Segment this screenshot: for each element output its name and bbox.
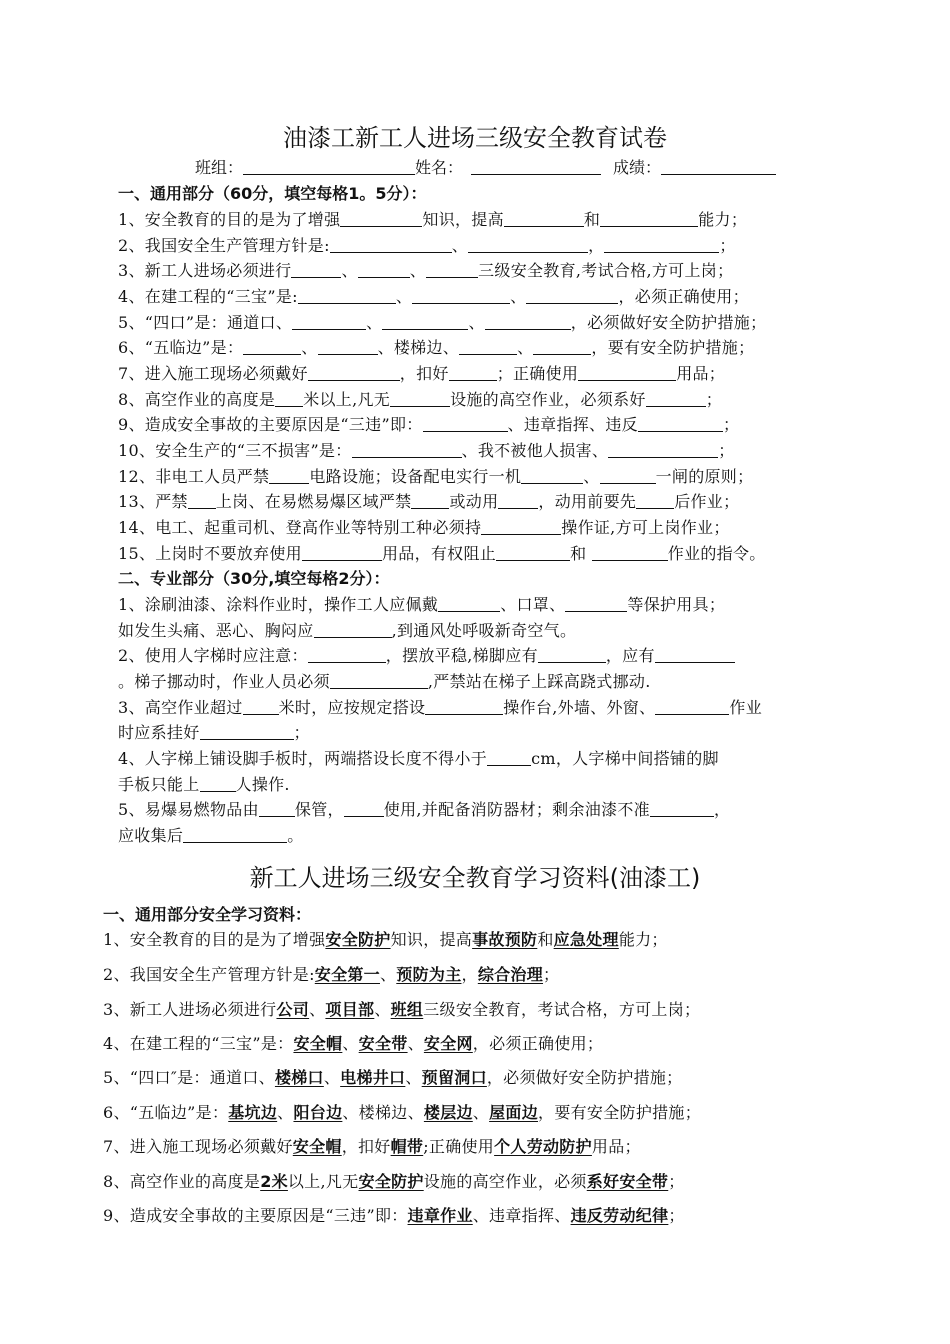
question-text: ,严禁站在梯子上踩高跷式挪动. (427, 672, 651, 691)
name-label: 姓名： (415, 158, 464, 177)
study-text: 1、安全教育的目的是为了增强 (103, 930, 326, 949)
answer-blank[interactable] (533, 340, 591, 355)
answer-text: 基坑边 (228, 1103, 278, 1122)
study-line (103, 1134, 641, 1157)
question-text: 8、高空作业的高度是 (118, 390, 276, 409)
question-text: 3、新工人进场必须进行 (118, 261, 292, 280)
answer-blank[interactable] (608, 443, 718, 458)
study-text: 、 (379, 965, 397, 984)
question-text: 用品； (676, 364, 726, 383)
study-text: 6、“五临边”是： (103, 1103, 229, 1122)
question-text: 人操作. (235, 775, 290, 794)
question-text: 能力； (698, 210, 748, 229)
answer-text: 安全第一 (314, 965, 380, 984)
question-text: 15、上岗时不要放弃使用 (118, 544, 302, 563)
answer-text: 2米 (260, 1172, 288, 1191)
question-text: 应收集后 (118, 826, 184, 845)
name-blank[interactable] (471, 160, 601, 175)
study-section-heading: 一、通用部分安全学习资料： (103, 905, 312, 924)
question-line (118, 695, 762, 718)
question-text: 3、高空作业超过 (118, 698, 243, 717)
question-text: ，要有安全防护措施； (591, 338, 755, 357)
study-text: 、违章指挥、 (472, 1206, 571, 1225)
question-line (118, 823, 304, 846)
question-line (118, 207, 747, 230)
answer-blank[interactable] (485, 315, 571, 330)
answer-blank[interactable] (638, 417, 723, 432)
study-line (103, 1169, 685, 1192)
question-text: 使用,并配备消防器材；剩余油漆不准 (383, 800, 650, 819)
study-line (103, 1065, 682, 1088)
answer-text: 公司 (276, 1000, 310, 1019)
question-line (118, 541, 766, 564)
study-line (103, 962, 559, 985)
answer-blank[interactable] (504, 212, 584, 227)
question-line (118, 361, 725, 384)
exam-header (195, 155, 776, 178)
answer-blank[interactable] (449, 366, 497, 381)
answer-blank[interactable] (200, 777, 236, 792)
question-text: 等保护用具； (627, 595, 726, 614)
answer-text: 个人劳动防护 (494, 1137, 592, 1156)
question-text: 米以上,凡无 (303, 390, 391, 409)
question-text: 用品，有权阻止 (381, 544, 497, 563)
study-text: 设施的高空作业，必须 (423, 1172, 587, 1191)
study-text: 、楼梯边、 (342, 1103, 424, 1122)
answer-blank[interactable] (426, 263, 478, 278)
study-text: 2、我国安全生产管理方针是: (103, 965, 315, 984)
study-text: 、 (374, 1000, 391, 1019)
question-line (118, 720, 310, 743)
question-text: ， (588, 236, 605, 255)
question-text: 5、“四口”是：通道口、 (118, 313, 293, 332)
answer-blank[interactable] (302, 546, 382, 561)
study-line (103, 927, 668, 950)
exam-title: 油漆工新工人进场三级安全教育试卷 (283, 124, 667, 152)
question-text: 手板只能上 (118, 775, 200, 794)
answer-blank[interactable] (183, 828, 287, 843)
question-text: 设施的高空作业，必须系好 (450, 390, 646, 409)
study-text: 知识，提高 (390, 930, 473, 949)
study-text: 以上,凡无 (287, 1172, 359, 1191)
question-text: ， (713, 800, 731, 819)
answer-blank[interactable] (650, 802, 714, 817)
answer-blank[interactable] (340, 212, 422, 227)
answer-blank[interactable] (292, 315, 366, 330)
study-text: 三级安全教育，考试合格，方可上岗； (423, 1000, 701, 1019)
question-line (118, 489, 739, 512)
question-text: ； (722, 415, 740, 434)
question-line (118, 284, 749, 307)
question-line (118, 618, 576, 641)
answer-text: 综合治理 (477, 965, 544, 984)
question-text: 2、我国安全生产管理方针是: (118, 236, 330, 255)
question-text: 、 (583, 467, 600, 486)
answer-blank[interactable] (308, 648, 386, 663)
answer-blank[interactable] (390, 392, 450, 407)
question-text: 时应系挂好 (118, 723, 200, 742)
answer-text: 帽带 (390, 1137, 424, 1156)
question-text: 、 (517, 338, 534, 357)
question-line (118, 412, 739, 435)
study-text: 、 (277, 1103, 294, 1122)
study-line (103, 997, 700, 1020)
answer-blank[interactable] (318, 340, 378, 355)
question-text: 保管， (294, 800, 344, 819)
question-text: 知识，提高 (422, 210, 504, 229)
question-text: 、 (409, 261, 427, 280)
answer-blank[interactable] (498, 494, 538, 509)
question-text: ,到通风处呼吸新奇空气。 (391, 621, 577, 640)
answer-blank[interactable] (521, 469, 583, 484)
answer-blank[interactable] (425, 700, 503, 715)
answer-blank[interactable] (314, 623, 392, 638)
answer-blank[interactable] (298, 289, 396, 304)
question-text: 、我不被他人损害、 (461, 441, 609, 460)
question-line (118, 258, 733, 281)
question-text: 电路设施；设备配电实行一机 (309, 467, 522, 486)
question-text: ； (719, 236, 736, 255)
answer-blank[interactable] (188, 494, 216, 509)
question-text: 、 (468, 313, 485, 332)
answer-blank[interactable] (655, 700, 729, 715)
study-text: 、 (309, 1000, 326, 1019)
question-text: ； (705, 390, 722, 409)
question-text: 10、安全生产的“三不损害”是： (118, 441, 352, 460)
study-title: 新工人进场三级安全教育学习资料(油漆工) (249, 864, 701, 892)
study-line (103, 1203, 685, 1226)
question-line (118, 669, 651, 692)
question-text: ，必须正确使用； (618, 287, 749, 306)
question-line (118, 643, 735, 666)
question-text: 或动用 (449, 492, 499, 511)
question-text: 操作台,外墙、外窗、 (503, 698, 656, 717)
answer-text: 安全帽 (293, 1034, 343, 1053)
answer-blank[interactable] (600, 469, 656, 484)
answer-text: 安全防护 (358, 1172, 424, 1191)
study-text: 用品； (591, 1137, 641, 1156)
question-text: ； (293, 723, 310, 742)
answer-blank[interactable] (604, 238, 719, 253)
answer-blank[interactable] (496, 546, 570, 561)
question-text: 和 (583, 210, 601, 229)
answer-blank[interactable] (259, 802, 295, 817)
answer-text: 事故预防 (472, 930, 538, 949)
question-text: ，必须做好安全防护措施； (570, 313, 767, 332)
answer-blank[interactable] (358, 263, 410, 278)
study-text: 、 (405, 1068, 422, 1087)
answer-text: 阳台边 (293, 1103, 343, 1122)
question-text: 后作业； (674, 492, 740, 511)
answer-blank[interactable] (538, 648, 606, 663)
study-text: ，要有安全防护措施； (538, 1103, 702, 1122)
study-text: ，必须做好安全防护措施； (486, 1068, 683, 1087)
question-text: cm，人字梯中间搭铺的脚 (531, 749, 719, 768)
study-text: 5、“四口″是：通道口、 (103, 1068, 275, 1087)
answer-text: 违章作业 (407, 1206, 473, 1225)
question-text: 如发生头痛、恶心、胸闷应 (118, 621, 314, 640)
question-text: ；正确使用 (496, 364, 579, 383)
answer-blank[interactable] (600, 212, 698, 227)
answer-blank[interactable] (592, 546, 668, 561)
question-text: 4、在建工程的“三宝”是: (118, 287, 298, 306)
answer-blank[interactable] (243, 700, 279, 715)
class-label: 班组： (195, 158, 244, 177)
answer-blank[interactable] (578, 366, 676, 381)
question-text: 米时，应按规定搭设 (278, 698, 426, 717)
question-text: 、 (366, 313, 383, 332)
answer-blank[interactable] (468, 238, 588, 253)
question-text: 9、造成安全事故的主要原因是“三违”即： (118, 415, 423, 434)
answer-text: 楼层边 (423, 1103, 473, 1122)
question-text: 4、人字梯上铺设脚手板时，两端搭设长度不得小于 (118, 749, 488, 768)
question-line (118, 746, 719, 769)
score-label: 成绩： (613, 158, 662, 177)
answer-blank[interactable] (459, 340, 517, 355)
question-text: 。梯子挪动时，作业人员必须 (118, 672, 330, 691)
question-text: 1、安全教育的目的是为了增强 (118, 210, 341, 229)
question-text: 、 (341, 261, 358, 280)
study-text: ； (668, 1206, 685, 1225)
question-text: 7、进入施工现场必须戴好 (118, 364, 308, 383)
section2-heading: 二、专业部分（30分,填空每格2分）： (118, 569, 390, 588)
answer-blank[interactable] (344, 802, 384, 817)
answer-blank[interactable] (423, 417, 508, 432)
answer-text: 违反劳动纪律 (570, 1206, 669, 1225)
answer-blank[interactable] (412, 289, 510, 304)
answer-blank[interactable] (330, 238, 452, 253)
score-blank[interactable] (661, 160, 776, 175)
answer-blank[interactable] (655, 648, 735, 663)
section1-heading: 一、通用部分（60分，填空每格1。5分）： (118, 184, 427, 203)
answer-blank[interactable] (382, 315, 468, 330)
study-line (103, 1031, 603, 1054)
answer-text: 预防为主 (396, 965, 462, 984)
answer-blank[interactable] (481, 520, 561, 535)
question-text: 、 (451, 236, 469, 255)
answer-blank[interactable] (269, 469, 309, 484)
question-text: 14、电工、起重司机、登高作业等特别工种必须持 (118, 518, 482, 537)
question-text: 作业的指令。 (667, 544, 766, 563)
answer-blank[interactable] (200, 725, 294, 740)
answer-text: 安全网 (423, 1034, 473, 1053)
answer-text: 预留洞口 (421, 1068, 487, 1087)
answer-text: 系好安全带 (586, 1172, 669, 1191)
question-text: ，摆放平稳,梯脚应有 (385, 646, 538, 665)
study-text: ;正确使用 (423, 1137, 495, 1156)
question-line (118, 772, 290, 795)
answer-blank[interactable] (565, 597, 627, 612)
answer-blank[interactable] (275, 392, 303, 407)
answer-blank[interactable] (636, 494, 674, 509)
answer-blank[interactable] (646, 392, 706, 407)
question-text: 作业 (729, 698, 762, 717)
answer-text: 项目部 (325, 1000, 375, 1019)
question-text: 。 (287, 826, 304, 845)
question-text: 上岗、在易燃易爆区域严禁 (215, 492, 412, 511)
answer-blank[interactable] (330, 674, 428, 689)
answer-blank[interactable] (487, 751, 531, 766)
answer-text: 安全帽 (292, 1137, 342, 1156)
study-text: 、 (342, 1034, 359, 1053)
answer-blank[interactable] (291, 263, 341, 278)
question-line (118, 387, 722, 410)
study-text: ， (461, 965, 478, 984)
study-text: 3、新工人进场必须进行 (103, 1000, 277, 1019)
question-text: 12、非电工人员严禁 (118, 467, 270, 486)
question-text: ，扣好 (399, 364, 449, 383)
question-text: 操作证,方可上岗作业； (561, 518, 730, 537)
answer-text: 班组 (390, 1000, 424, 1019)
answer-text: 电梯井口 (340, 1068, 406, 1087)
study-text: 4、在建工程的“三宝”是： (103, 1034, 294, 1053)
study-line (103, 1100, 701, 1123)
question-text: ，动用前要先 (538, 492, 637, 511)
question-text: 、楼梯边、 (377, 338, 460, 357)
study-text: 、 (407, 1034, 424, 1053)
class-blank[interactable] (243, 160, 415, 175)
study-text: ； (668, 1172, 685, 1191)
answer-blank[interactable] (308, 366, 400, 381)
study-text: ，扣好 (341, 1137, 391, 1156)
answer-blank[interactable] (352, 443, 462, 458)
question-text: ； (718, 441, 735, 460)
study-text: 和 (537, 930, 554, 949)
question-text: 、 (395, 287, 413, 306)
question-text: 2、使用人字梯时应注意： (118, 646, 308, 665)
question-line (118, 464, 753, 487)
question-text: 三级安全教育,考试合格,方可上岗； (478, 261, 734, 280)
answer-text: 应急处理 (553, 930, 619, 949)
question-line (118, 438, 735, 461)
question-text: 1、涂刷油漆、涂料作业时，操作工人应佩戴 (118, 595, 439, 614)
study-text: 能力； (618, 930, 668, 949)
question-text: 、 (301, 338, 318, 357)
question-line (118, 310, 766, 333)
answer-blank[interactable] (438, 597, 500, 612)
question-line (118, 233, 736, 256)
study-text: 7、进入施工现场必须戴好 (103, 1137, 293, 1156)
question-text: ，应有 (605, 646, 655, 665)
question-text: 13、严禁 (118, 492, 188, 511)
question-text: 、口罩、 (500, 595, 566, 614)
question-text: 和 (570, 544, 592, 563)
answer-text: 屋面边 (489, 1103, 539, 1122)
study-text: 、 (323, 1068, 341, 1087)
answer-text: 安全防护 (325, 930, 391, 949)
answer-text: 安全带 (358, 1034, 408, 1053)
study-text: 9、造成安全事故的主要原因是“三违”即： (103, 1206, 408, 1225)
question-text: 6、“五临边”是： (118, 338, 244, 357)
study-text: 、 (472, 1103, 490, 1122)
answer-text: 楼梯口 (274, 1068, 324, 1087)
question-text: 、违章指挥、违反 (507, 415, 638, 434)
question-line (118, 592, 725, 615)
study-text: ； (543, 965, 560, 984)
question-line (118, 515, 730, 538)
question-line (118, 797, 730, 820)
question-text: 一闸的原则； (655, 467, 754, 486)
question-text: 5、易爆易燃物品由 (118, 800, 259, 819)
answer-blank[interactable] (411, 494, 449, 509)
study-text: 8、高空作业的高度是 (103, 1172, 261, 1191)
answer-blank[interactable] (526, 289, 618, 304)
answer-blank[interactable] (243, 340, 301, 355)
question-text: 、 (510, 287, 527, 306)
question-line (118, 335, 754, 358)
study-text: ，必须正确使用； (472, 1034, 604, 1053)
